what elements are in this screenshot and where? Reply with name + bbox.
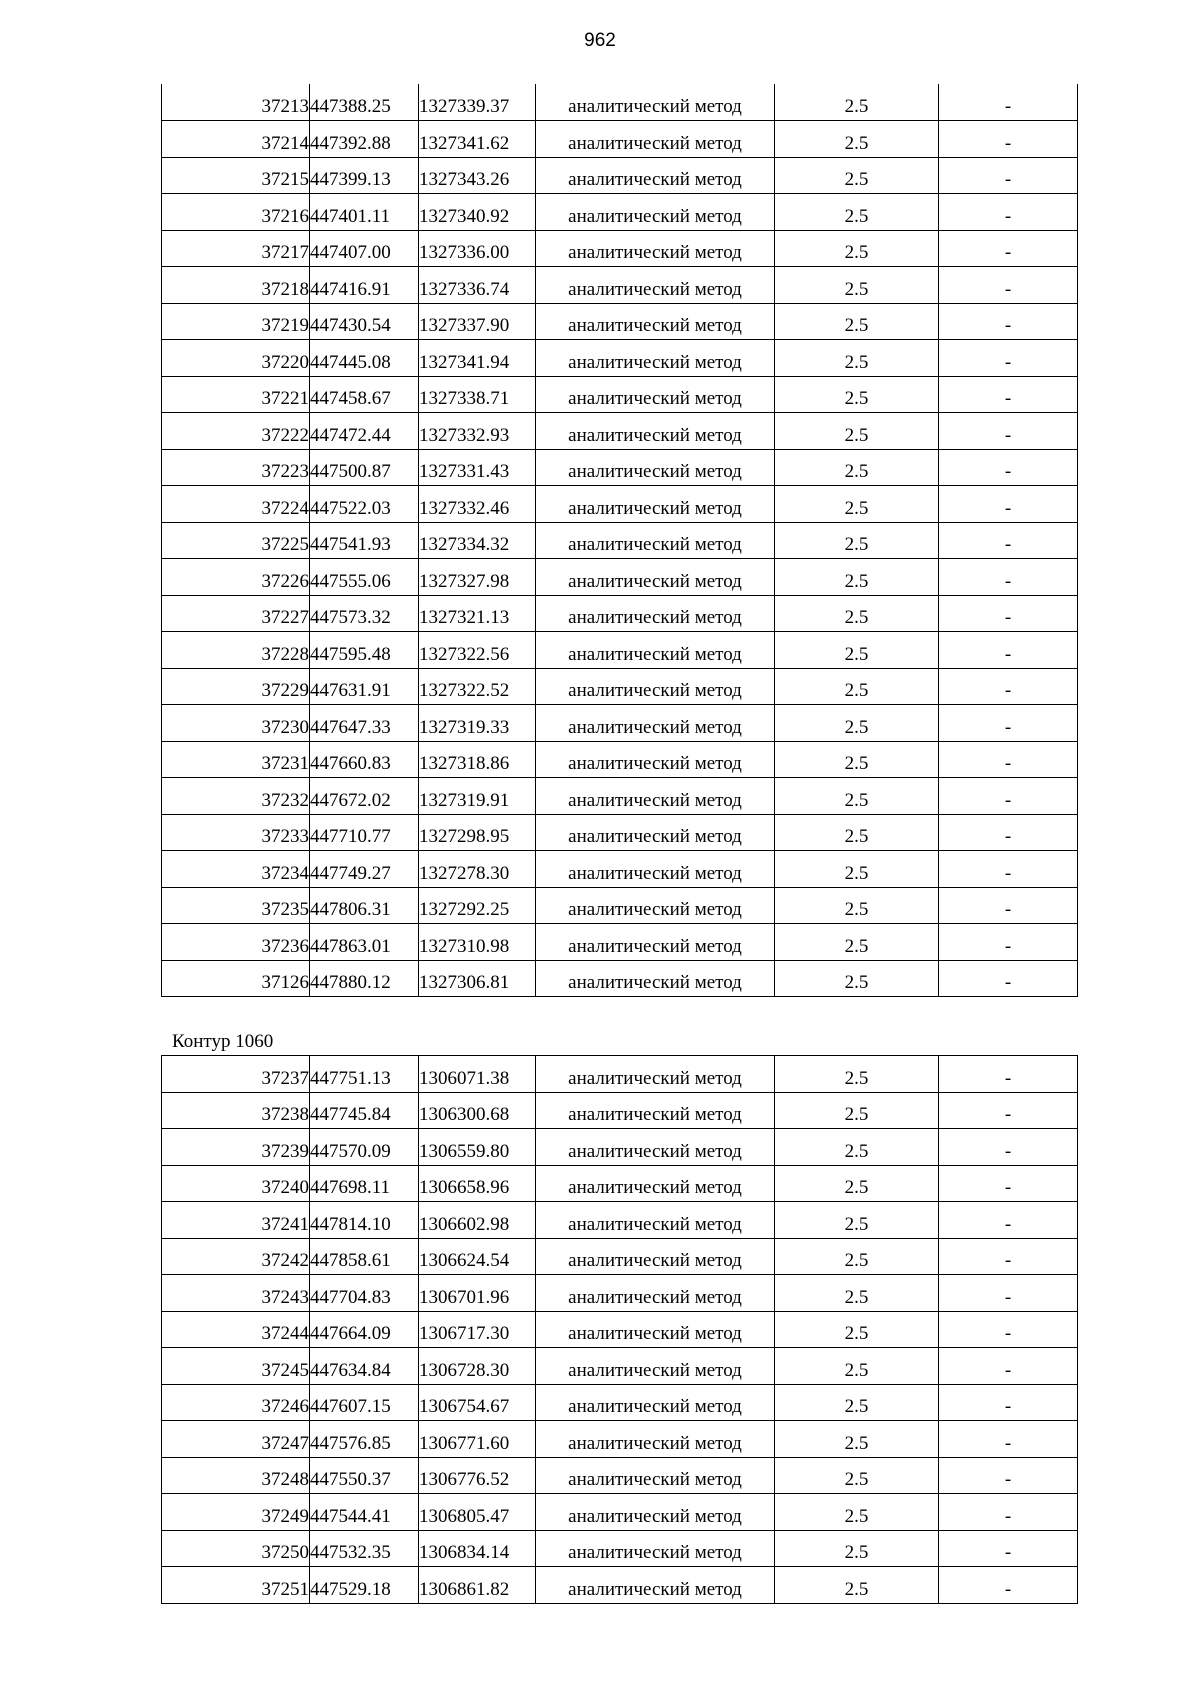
description-cell: - (939, 157, 1078, 194)
y-coordinate-cell: 1327343.26 (419, 157, 536, 194)
accuracy-cell: 2.5 (775, 1457, 939, 1494)
x-coordinate-cell: 447749.27 (310, 851, 419, 888)
point-number-cell: 37250 (162, 1530, 310, 1567)
coordinates-table-2-body (162, 1056, 1078, 1604)
y-coordinate-cell: 1306805.47 (419, 1494, 536, 1531)
y-coordinate-cell: 1327322.56 (419, 632, 536, 669)
method-cell: аналитический метод (536, 595, 775, 632)
accuracy-cell: 2.5 (775, 1421, 939, 1458)
x-coordinate-cell: 447416.91 (310, 267, 419, 304)
point-number-cell: 37221 (162, 376, 310, 413)
y-coordinate-cell: 1306602.98 (419, 1202, 536, 1239)
y-coordinate-cell: 1306717.30 (419, 1311, 536, 1348)
table-row (162, 413, 1078, 450)
table-row (162, 814, 1078, 851)
description-cell: - (939, 449, 1078, 486)
y-coordinate-cell: 1306658.96 (419, 1165, 536, 1202)
method-cell: аналитический метод (536, 559, 775, 596)
x-coordinate-cell: 447745.84 (310, 1092, 419, 1129)
method-cell: аналитический метод (536, 449, 775, 486)
x-coordinate-cell: 447595.48 (310, 632, 419, 669)
x-coordinate-cell: 447541.93 (310, 522, 419, 559)
method-cell: аналитический метод (536, 1348, 775, 1385)
y-coordinate-cell: 1306559.80 (419, 1129, 536, 1166)
point-number-cell: 37231 (162, 741, 310, 778)
description-cell: - (939, 705, 1078, 742)
table-row (162, 522, 1078, 559)
contour-label: Контур 1060 (172, 1031, 274, 1052)
table-row (162, 1530, 1078, 1567)
method-cell: аналитический метод (536, 522, 775, 559)
y-coordinate-cell: 1327336.74 (419, 267, 536, 304)
description-cell: - (939, 486, 1078, 523)
accuracy-cell: 2.5 (775, 1238, 939, 1275)
method-cell: аналитический метод (536, 1457, 775, 1494)
method-cell: аналитический метод (536, 960, 775, 997)
point-number-cell: 37236 (162, 924, 310, 961)
accuracy-cell: 2.5 (775, 376, 939, 413)
method-cell: аналитический метод (536, 1384, 775, 1421)
method-cell: аналитический метод (536, 157, 775, 194)
x-coordinate-cell: 447672.02 (310, 778, 419, 815)
x-coordinate-cell: 447698.11 (310, 1165, 419, 1202)
description-cell: - (939, 1092, 1078, 1129)
x-coordinate-cell: 447555.06 (310, 559, 419, 596)
table-row (162, 960, 1078, 997)
point-number-cell: 37214 (162, 121, 310, 158)
table-row (162, 595, 1078, 632)
x-coordinate-cell: 447631.91 (310, 668, 419, 705)
method-cell: аналитический метод (536, 632, 775, 669)
accuracy-cell: 2.5 (775, 887, 939, 924)
method-cell: аналитический метод (536, 1567, 775, 1604)
point-number-cell: 37248 (162, 1457, 310, 1494)
x-coordinate-cell: 447522.03 (310, 486, 419, 523)
point-number-cell: 37224 (162, 486, 310, 523)
point-number-cell: 37245 (162, 1348, 310, 1385)
method-cell: аналитический метод (536, 668, 775, 705)
x-coordinate-cell: 447576.85 (310, 1421, 419, 1458)
method-cell: аналитический метод (536, 1165, 775, 1202)
description-cell: - (939, 1202, 1078, 1239)
y-coordinate-cell: 1327331.43 (419, 449, 536, 486)
x-coordinate-cell: 447710.77 (310, 814, 419, 851)
method-cell: аналитический метод (536, 1056, 775, 1093)
y-coordinate-cell: 1327334.32 (419, 522, 536, 559)
table-row (162, 267, 1078, 304)
point-number-cell: 37225 (162, 522, 310, 559)
y-coordinate-cell: 1327336.00 (419, 230, 536, 267)
y-coordinate-cell: 1327340.92 (419, 194, 536, 231)
y-coordinate-cell: 1306701.96 (419, 1275, 536, 1312)
table-row (162, 778, 1078, 815)
method-cell: аналитический метод (536, 887, 775, 924)
accuracy-cell: 2.5 (775, 194, 939, 231)
x-coordinate-cell: 447500.87 (310, 449, 419, 486)
accuracy-cell: 2.5 (775, 157, 939, 194)
coordinates-table-1-body (162, 84, 1078, 997)
table-row (162, 1457, 1078, 1494)
accuracy-cell: 2.5 (775, 303, 939, 340)
description-cell: - (939, 340, 1078, 377)
accuracy-cell: 2.5 (775, 1384, 939, 1421)
table-row (162, 705, 1078, 742)
description-cell: - (939, 778, 1078, 815)
y-coordinate-cell: 1306300.68 (419, 1092, 536, 1129)
accuracy-cell: 2.5 (775, 1129, 939, 1166)
accuracy-cell: 2.5 (775, 668, 939, 705)
y-coordinate-cell: 1327332.46 (419, 486, 536, 523)
description-cell: - (939, 1457, 1078, 1494)
accuracy-cell: 2.5 (775, 595, 939, 632)
y-coordinate-cell: 1306861.82 (419, 1567, 536, 1604)
table-row (162, 741, 1078, 778)
accuracy-cell: 2.5 (775, 267, 939, 304)
y-coordinate-cell: 1327318.86 (419, 741, 536, 778)
accuracy-cell: 2.5 (775, 778, 939, 815)
x-coordinate-cell: 447664.09 (310, 1311, 419, 1348)
point-number-cell: 37229 (162, 668, 310, 705)
method-cell: аналитический метод (536, 1311, 775, 1348)
method-cell: аналитический метод (536, 1129, 775, 1166)
description-cell: - (939, 1530, 1078, 1567)
x-coordinate-cell: 447634.84 (310, 1348, 419, 1385)
y-coordinate-cell: 1327319.33 (419, 705, 536, 742)
table-row (162, 632, 1078, 669)
y-coordinate-cell: 1327339.37 (419, 84, 536, 121)
table-row (162, 1494, 1078, 1531)
method-cell: аналитический метод (536, 303, 775, 340)
method-cell: аналитический метод (536, 1530, 775, 1567)
point-number-cell: 37238 (162, 1092, 310, 1129)
table-row (162, 194, 1078, 231)
y-coordinate-cell: 1327278.30 (419, 851, 536, 888)
y-coordinate-cell: 1327341.62 (419, 121, 536, 158)
method-cell: аналитический метод (536, 194, 775, 231)
method-cell: аналитический метод (536, 1421, 775, 1458)
x-coordinate-cell: 447814.10 (310, 1202, 419, 1239)
table-row (162, 340, 1078, 377)
description-cell: - (939, 559, 1078, 596)
coordinates-table-1 (161, 84, 1078, 997)
description-cell: - (939, 595, 1078, 632)
accuracy-cell: 2.5 (775, 851, 939, 888)
table-row (162, 1275, 1078, 1312)
x-coordinate-cell: 447544.41 (310, 1494, 419, 1531)
point-number-cell: 37240 (162, 1165, 310, 1202)
y-coordinate-cell: 1327298.95 (419, 814, 536, 851)
x-coordinate-cell: 447751.13 (310, 1056, 419, 1093)
description-cell: - (939, 267, 1078, 304)
description-cell: - (939, 814, 1078, 851)
method-cell: аналитический метод (536, 230, 775, 267)
description-cell: - (939, 741, 1078, 778)
table-row (162, 1567, 1078, 1604)
method-cell: аналитический метод (536, 121, 775, 158)
point-number-cell: 37218 (162, 267, 310, 304)
coordinates-table-2 (161, 1055, 1078, 1604)
x-coordinate-cell: 447806.31 (310, 887, 419, 924)
y-coordinate-cell: 1306771.60 (419, 1421, 536, 1458)
y-coordinate-cell: 1306728.30 (419, 1348, 536, 1385)
accuracy-cell: 2.5 (775, 84, 939, 121)
point-number-cell: 37230 (162, 705, 310, 742)
x-coordinate-cell: 447388.25 (310, 84, 419, 121)
table-row (162, 924, 1078, 961)
x-coordinate-cell: 447880.12 (310, 960, 419, 997)
point-number-cell: 37213 (162, 84, 310, 121)
point-number-cell: 37217 (162, 230, 310, 267)
y-coordinate-cell: 1327322.52 (419, 668, 536, 705)
description-cell: - (939, 376, 1078, 413)
point-number-cell: 37243 (162, 1275, 310, 1312)
table-row (162, 1384, 1078, 1421)
method-cell: аналитический метод (536, 376, 775, 413)
accuracy-cell: 2.5 (775, 486, 939, 523)
page-number: 962 (584, 30, 616, 51)
point-number-cell: 37222 (162, 413, 310, 450)
method-cell: аналитический метод (536, 486, 775, 523)
accuracy-cell: 2.5 (775, 1567, 939, 1604)
accuracy-cell: 2.5 (775, 449, 939, 486)
y-coordinate-cell: 1327310.98 (419, 924, 536, 961)
point-number-cell: 37241 (162, 1202, 310, 1239)
accuracy-cell: 2.5 (775, 1202, 939, 1239)
y-coordinate-cell: 1327332.93 (419, 413, 536, 450)
point-number-cell: 37244 (162, 1311, 310, 1348)
method-cell: аналитический метод (536, 340, 775, 377)
point-number-cell: 37249 (162, 1494, 310, 1531)
point-number-cell: 37247 (162, 1421, 310, 1458)
point-number-cell: 37251 (162, 1567, 310, 1604)
method-cell: аналитический метод (536, 814, 775, 851)
description-cell: - (939, 230, 1078, 267)
table-row (162, 1311, 1078, 1348)
accuracy-cell: 2.5 (775, 1275, 939, 1312)
accuracy-cell: 2.5 (775, 1494, 939, 1531)
description-cell: - (939, 1056, 1078, 1093)
point-number-cell: 37228 (162, 632, 310, 669)
x-coordinate-cell: 447607.15 (310, 1384, 419, 1421)
description-cell: - (939, 1275, 1078, 1312)
x-coordinate-cell: 447458.67 (310, 376, 419, 413)
y-coordinate-cell: 1327327.98 (419, 559, 536, 596)
accuracy-cell: 2.5 (775, 559, 939, 596)
point-number-cell: 37220 (162, 340, 310, 377)
x-coordinate-cell: 447863.01 (310, 924, 419, 961)
x-coordinate-cell: 447550.37 (310, 1457, 419, 1494)
x-coordinate-cell: 447647.33 (310, 705, 419, 742)
x-coordinate-cell: 447858.61 (310, 1238, 419, 1275)
description-cell: - (939, 413, 1078, 450)
table-row (162, 887, 1078, 924)
method-cell: аналитический метод (536, 1092, 775, 1129)
accuracy-cell: 2.5 (775, 741, 939, 778)
y-coordinate-cell: 1306754.67 (419, 1384, 536, 1421)
x-coordinate-cell: 447407.00 (310, 230, 419, 267)
x-coordinate-cell: 447573.32 (310, 595, 419, 632)
point-number-cell: 37239 (162, 1129, 310, 1166)
method-cell: аналитический метод (536, 778, 775, 815)
description-cell: - (939, 303, 1078, 340)
table-row (162, 851, 1078, 888)
method-cell: аналитический метод (536, 1494, 775, 1531)
description-cell: - (939, 887, 1078, 924)
description-cell: - (939, 1129, 1078, 1166)
x-coordinate-cell: 447445.08 (310, 340, 419, 377)
method-cell: аналитический метод (536, 1238, 775, 1275)
table-row (162, 230, 1078, 267)
description-cell: - (939, 1421, 1078, 1458)
x-coordinate-cell: 447660.83 (310, 741, 419, 778)
x-coordinate-cell: 447401.11 (310, 194, 419, 231)
y-coordinate-cell: 1327337.90 (419, 303, 536, 340)
accuracy-cell: 2.5 (775, 230, 939, 267)
table-row (162, 486, 1078, 523)
x-coordinate-cell: 447529.18 (310, 1567, 419, 1604)
point-number-cell: 37246 (162, 1384, 310, 1421)
method-cell: аналитический метод (536, 851, 775, 888)
table-row (162, 1056, 1078, 1093)
method-cell: аналитический метод (536, 705, 775, 742)
accuracy-cell: 2.5 (775, 632, 939, 669)
table-row (162, 1092, 1078, 1129)
point-number-cell: 37226 (162, 559, 310, 596)
point-number-cell: 37232 (162, 778, 310, 815)
description-cell: - (939, 1384, 1078, 1421)
point-number-cell: 37126 (162, 960, 310, 997)
table-row (162, 84, 1078, 121)
point-number-cell: 37223 (162, 449, 310, 486)
description-cell: - (939, 1567, 1078, 1604)
method-cell: аналитический метод (536, 741, 775, 778)
accuracy-cell: 2.5 (775, 814, 939, 851)
y-coordinate-cell: 1306071.38 (419, 1056, 536, 1093)
description-cell: - (939, 924, 1078, 961)
y-coordinate-cell: 1327319.91 (419, 778, 536, 815)
description-cell: - (939, 668, 1078, 705)
point-number-cell: 37235 (162, 887, 310, 924)
accuracy-cell: 2.5 (775, 340, 939, 377)
accuracy-cell: 2.5 (775, 413, 939, 450)
description-cell: - (939, 1238, 1078, 1275)
y-coordinate-cell: 1327292.25 (419, 887, 536, 924)
accuracy-cell: 2.5 (775, 1348, 939, 1385)
description-cell: - (939, 1494, 1078, 1531)
description-cell: - (939, 194, 1078, 231)
accuracy-cell: 2.5 (775, 924, 939, 961)
description-cell: - (939, 1165, 1078, 1202)
point-number-cell: 37219 (162, 303, 310, 340)
method-cell: аналитический метод (536, 1202, 775, 1239)
x-coordinate-cell: 447399.13 (310, 157, 419, 194)
table-row (162, 1421, 1078, 1458)
table-row (162, 1165, 1078, 1202)
description-cell: - (939, 522, 1078, 559)
y-coordinate-cell: 1327338.71 (419, 376, 536, 413)
table-row (162, 1202, 1078, 1239)
x-coordinate-cell: 447472.44 (310, 413, 419, 450)
point-number-cell: 37237 (162, 1056, 310, 1093)
point-number-cell: 37227 (162, 595, 310, 632)
accuracy-cell: 2.5 (775, 1092, 939, 1129)
y-coordinate-cell: 1327341.94 (419, 340, 536, 377)
description-cell: - (939, 851, 1078, 888)
point-number-cell: 37216 (162, 194, 310, 231)
table-row (162, 303, 1078, 340)
description-cell: - (939, 1311, 1078, 1348)
point-number-cell: 37215 (162, 157, 310, 194)
accuracy-cell: 2.5 (775, 1311, 939, 1348)
description-cell: - (939, 960, 1078, 997)
point-number-cell: 37234 (162, 851, 310, 888)
table-row (162, 376, 1078, 413)
description-cell: - (939, 1348, 1078, 1385)
method-cell: аналитический метод (536, 267, 775, 304)
point-number-cell: 37242 (162, 1238, 310, 1275)
accuracy-cell: 2.5 (775, 1056, 939, 1093)
table-row (162, 668, 1078, 705)
point-number-cell: 37233 (162, 814, 310, 851)
method-cell: аналитический метод (536, 84, 775, 121)
table-row (162, 1238, 1078, 1275)
accuracy-cell: 2.5 (775, 1165, 939, 1202)
y-coordinate-cell: 1327306.81 (419, 960, 536, 997)
method-cell: аналитический метод (536, 413, 775, 450)
description-cell: - (939, 121, 1078, 158)
table-row (162, 121, 1078, 158)
accuracy-cell: 2.5 (775, 121, 939, 158)
accuracy-cell: 2.5 (775, 960, 939, 997)
y-coordinate-cell: 1306624.54 (419, 1238, 536, 1275)
y-coordinate-cell: 1327321.13 (419, 595, 536, 632)
x-coordinate-cell: 447532.35 (310, 1530, 419, 1567)
x-coordinate-cell: 447704.83 (310, 1275, 419, 1312)
description-cell: - (939, 632, 1078, 669)
accuracy-cell: 2.5 (775, 705, 939, 742)
x-coordinate-cell: 447392.88 (310, 121, 419, 158)
y-coordinate-cell: 1306834.14 (419, 1530, 536, 1567)
table-row (162, 449, 1078, 486)
table-row (162, 1348, 1078, 1385)
x-coordinate-cell: 447570.09 (310, 1129, 419, 1166)
method-cell: аналитический метод (536, 1275, 775, 1312)
description-cell: - (939, 84, 1078, 121)
table-row (162, 1129, 1078, 1166)
y-coordinate-cell: 1306776.52 (419, 1457, 536, 1494)
table-row (162, 559, 1078, 596)
accuracy-cell: 2.5 (775, 522, 939, 559)
method-cell: аналитический метод (536, 924, 775, 961)
accuracy-cell: 2.5 (775, 1530, 939, 1567)
table-row (162, 157, 1078, 194)
x-coordinate-cell: 447430.54 (310, 303, 419, 340)
